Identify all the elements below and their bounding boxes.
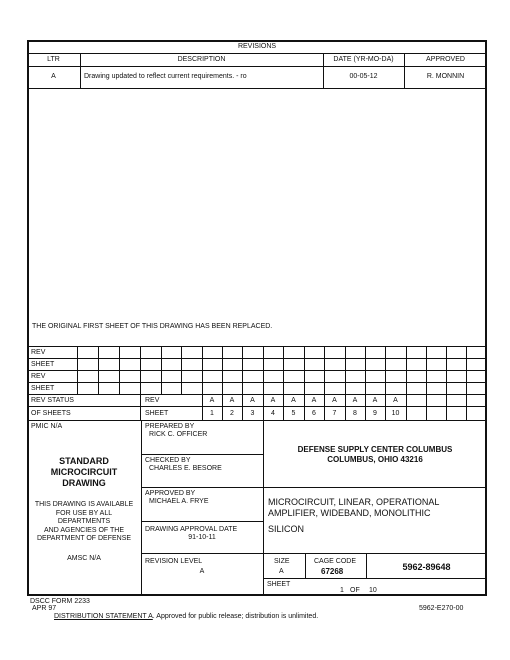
rev-status-value: A — [352, 397, 358, 404]
drawing-number: 5962-89648 — [402, 562, 451, 572]
rev-grid-row-label: SHEET — [31, 385, 55, 392]
distribution-statement — [54, 613, 318, 620]
amsc-label: AMSC N/A — [67, 555, 101, 562]
approved-by-name: MICHAEL A. FRYE — [149, 498, 209, 505]
rev-grid-row-label: SHEET — [31, 361, 55, 368]
approval-date: 91-10-11 — [188, 534, 216, 541]
prepared-by-label: PREPARED BY — [145, 423, 195, 430]
sheet-number: 1 — [340, 587, 344, 594]
prepared-by-name: RICK C. OFFICER — [149, 431, 208, 438]
sheet-number-value: 3 — [250, 410, 255, 417]
drawing-title-silicon: SILICON — [268, 524, 305, 534]
agency-name: DEFENSE SUPPLY CENTER COLUMBUS COLUMBUS, OHIO 43216 — [297, 445, 453, 464]
date-header: DATE (YR-MO-DA) — [333, 56, 394, 63]
rev-grid-row-label: REV — [31, 349, 46, 356]
sheet-of-label: OF — [350, 587, 360, 594]
rev-status-value: A — [209, 397, 215, 404]
ltr-header: LTR — [47, 56, 60, 63]
checked-by-name: CHARLES E. BESORE — [149, 465, 222, 472]
rev-status-value: A — [229, 397, 235, 404]
distribution-text: . Approved for public release; distribution is unlimited. — [152, 613, 319, 620]
sheet-number-value: 5 — [291, 410, 296, 417]
document-code: 5962-E270-00 — [419, 605, 464, 612]
rev-label: REV — [145, 397, 160, 404]
standard-microcircuit-drawing: STANDARD MICROCIRCUIT DRAWING — [50, 456, 118, 488]
sheet-number-value: 2 — [230, 410, 234, 417]
rev-grid-row-label: REV — [31, 373, 46, 380]
revision-level: A — [199, 568, 205, 575]
rev-status-value: A — [311, 397, 317, 404]
sheet-number-value: 8 — [353, 410, 357, 417]
of-sheets-label: OF SHEETS — [31, 410, 71, 417]
checked-by-label: CHECKED BY — [145, 457, 191, 464]
drawing-title: MICROCIRCUIT, LINEAR, OPERATIONAL AMPLIFIER, WIDEBAND, MONOLITHIC — [268, 497, 440, 518]
approved-by-label: APPROVED BY — [145, 490, 196, 497]
rev-status-value: A — [393, 397, 398, 404]
description-header: DESCRIPTION — [177, 56, 226, 63]
sheet-number-value: 10 — [391, 410, 400, 417]
rev-status-value: A — [332, 397, 337, 404]
sheet-label: SHEET — [267, 581, 291, 588]
approved-header: APPROVED — [426, 56, 465, 63]
revision-ltr: A — [51, 73, 56, 80]
availability-statement: THIS DRAWING IS AVAILABLE FOR USE BY ALL DEPARTMENTS AND AGENCIES OF THE DEPARTMENT OF DEFENSE — [34, 501, 134, 543]
revision-description: Drawing updated to reflect current requirements. - ro — [84, 73, 247, 80]
revision-level-label: REVISION LEVEL — [145, 558, 203, 565]
cage-code-label: CAGE CODE — [314, 558, 357, 565]
sheet-total: 10 — [369, 587, 377, 594]
form-date: APR 97 — [32, 605, 57, 612]
sheet-number-value: 1 — [210, 410, 214, 417]
revisions-title: REVISIONS — [237, 43, 277, 50]
rev-status-value: A — [270, 397, 276, 404]
size-value: A — [279, 568, 284, 575]
form-number: DSCC FORM 2233 — [30, 598, 90, 605]
size-label: SIZE — [274, 558, 290, 565]
rev-status-value: A — [291, 397, 296, 404]
rev-status-value: A — [372, 397, 378, 404]
sheet-number-value: 9 — [373, 410, 377, 417]
pmic-label: PMIC N/A — [31, 423, 63, 430]
approval-date-label: DRAWING APPROVAL DATE — [145, 526, 238, 533]
rev-status-value: A — [250, 397, 255, 404]
revision-date: 00-05-12 — [349, 73, 378, 80]
sheet-row-label: SHEET — [145, 410, 169, 417]
sheet-number-value: 4 — [271, 410, 275, 417]
revision-approved: R. MONNIN — [426, 73, 465, 80]
sheet-number-value: 7 — [332, 410, 337, 417]
replaced-note: THE ORIGINAL FIRST SHEET OF THIS DRAWING HAS BEEN REPLACED. — [32, 323, 273, 330]
cage-code-value: 67268 — [321, 567, 344, 576]
distribution-label: DISTRIBUTION STATEMENT A — [54, 613, 153, 620]
sheet-number-value: 6 — [312, 410, 316, 417]
rev-status-label: REV STATUS — [31, 397, 74, 404]
